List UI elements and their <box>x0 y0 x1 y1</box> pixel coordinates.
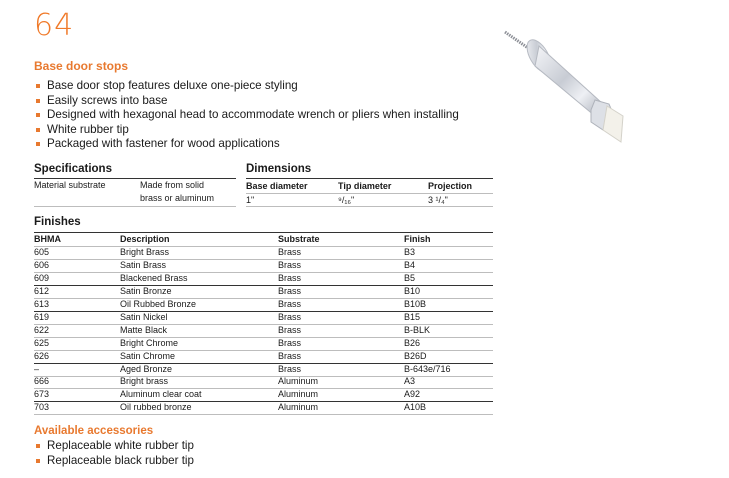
finish-header-substrate: Substrate <box>278 234 320 244</box>
description-cell: Satin Brass <box>120 260 167 270</box>
divider <box>246 193 493 194</box>
dim-value-tip: ⁹/₁₆" <box>338 195 355 205</box>
dim-value-base: 1" <box>246 195 255 205</box>
accessories-list <box>34 439 194 468</box>
substrate-cell: Brass <box>278 338 302 348</box>
feature-item: Designed with hexagonal head to accommodate wrench or pliers when installing <box>34 108 459 123</box>
bhma-cell: 609 <box>34 273 50 283</box>
bhma-cell: 625 <box>34 338 50 348</box>
substrate-cell: Brass <box>278 299 302 309</box>
finish-cell: B15 <box>404 312 421 322</box>
bhma-cell: 622 <box>34 325 50 335</box>
substrate-cell: Aluminum <box>278 402 319 412</box>
finish-cell: A92 <box>404 389 421 399</box>
bhma-cell: 619 <box>34 312 50 322</box>
bhma-cell: – <box>34 364 40 374</box>
divider <box>34 246 493 247</box>
feature-item: White rubber tip <box>34 123 459 138</box>
substrate-cell: Brass <box>278 273 302 283</box>
description-cell: Satin Bronze <box>120 286 172 296</box>
description-cell: Matte Black <box>120 325 168 335</box>
description-cell: Aluminum clear coat <box>120 389 202 399</box>
finish-cell: A3 <box>404 376 416 386</box>
spec-value-line1: Made from solid <box>140 180 205 190</box>
substrate-cell: Aluminum <box>278 376 319 386</box>
substrate-cell: Brass <box>278 312 302 322</box>
bhma-cell: 673 <box>34 389 50 399</box>
accessories-title: Available accessories <box>34 425 154 437</box>
description-cell: Bright Brass <box>120 247 170 257</box>
finish-cell: B3 <box>404 247 416 257</box>
bhma-cell: 612 <box>34 286 50 296</box>
dimensions-title: Dimensions <box>246 163 312 175</box>
feature-list <box>34 79 459 152</box>
description-cell: Bright Chrome <box>120 338 179 348</box>
finish-cell: B10B <box>404 299 427 309</box>
finish-cell: B4 <box>404 260 416 270</box>
finish-cell: A10B <box>404 402 427 412</box>
bhma-cell: 605 <box>34 247 50 257</box>
divider <box>34 337 493 338</box>
spec-label: Material substrate <box>34 180 106 190</box>
divider <box>34 311 493 312</box>
divider <box>34 285 493 286</box>
finish-cell: B10 <box>404 286 421 296</box>
spec-value-line2: brass or aluminum <box>140 193 215 203</box>
divider <box>34 232 493 233</box>
dim-header-tip: Tip diameter <box>338 181 392 191</box>
description-cell: Satin Nickel <box>120 312 168 322</box>
bhma-cell: 613 <box>34 299 50 309</box>
dim-header-projection: Projection <box>428 181 473 191</box>
feature-item: Easily screws into base <box>34 94 459 109</box>
finish-cell: B26 <box>404 338 421 348</box>
divider <box>34 388 493 389</box>
accessory-item: Replaceable black rubber tip <box>34 454 194 469</box>
divider <box>34 178 236 179</box>
substrate-cell: Brass <box>278 260 302 270</box>
door-stop-image <box>495 18 635 153</box>
specifications-title: Specifications <box>34 163 112 175</box>
divider <box>34 376 493 377</box>
substrate-cell: Aluminum <box>278 389 319 399</box>
divider <box>34 259 493 260</box>
finishes-title: Finishes <box>34 216 81 228</box>
dim-value-projection: 3 ¹/₄" <box>428 195 448 205</box>
divider <box>34 414 493 415</box>
divider <box>246 178 493 179</box>
divider <box>34 272 493 273</box>
substrate-cell: Brass <box>278 364 302 374</box>
finish-cell: B-BLK <box>404 325 431 335</box>
bhma-cell: 606 <box>34 260 50 270</box>
description-cell: Blackened Brass <box>120 273 188 283</box>
description-cell: Oil rubbed bronze <box>120 402 192 412</box>
bhma-cell: 626 <box>34 351 50 361</box>
finish-header-bhma: BHMA <box>34 234 61 244</box>
accessory-item: Replaceable white rubber tip <box>34 439 194 454</box>
finish-cell: B26D <box>404 351 427 361</box>
finish-cell: B-643e/716 <box>404 364 451 374</box>
description-cell: Satin Chrome <box>120 351 176 361</box>
bhma-cell: 666 <box>34 376 50 386</box>
substrate-cell: Brass <box>278 247 302 257</box>
page-number: 64 <box>34 8 75 43</box>
feature-item: Packaged with fastener for wood applications <box>34 137 459 152</box>
divider <box>246 206 493 207</box>
description-cell: Bright brass <box>120 376 169 386</box>
finish-cell: B5 <box>404 273 416 283</box>
feature-item: Base door stop features deluxe one-piece styling <box>34 79 459 94</box>
dim-header-base: Base diameter <box>246 181 308 191</box>
finish-header-description: Description <box>120 234 170 244</box>
product-title: Base door stops <box>34 59 129 73</box>
description-cell: Oil Rubbed Bronze <box>120 299 197 309</box>
bhma-cell: 703 <box>34 402 50 412</box>
divider <box>34 206 236 207</box>
finish-header-finish: Finish <box>404 234 431 244</box>
substrate-cell: Brass <box>278 325 302 335</box>
substrate-cell: Brass <box>278 351 302 361</box>
substrate-cell: Brass <box>278 286 302 296</box>
description-cell: Aged Bronze <box>120 364 173 374</box>
